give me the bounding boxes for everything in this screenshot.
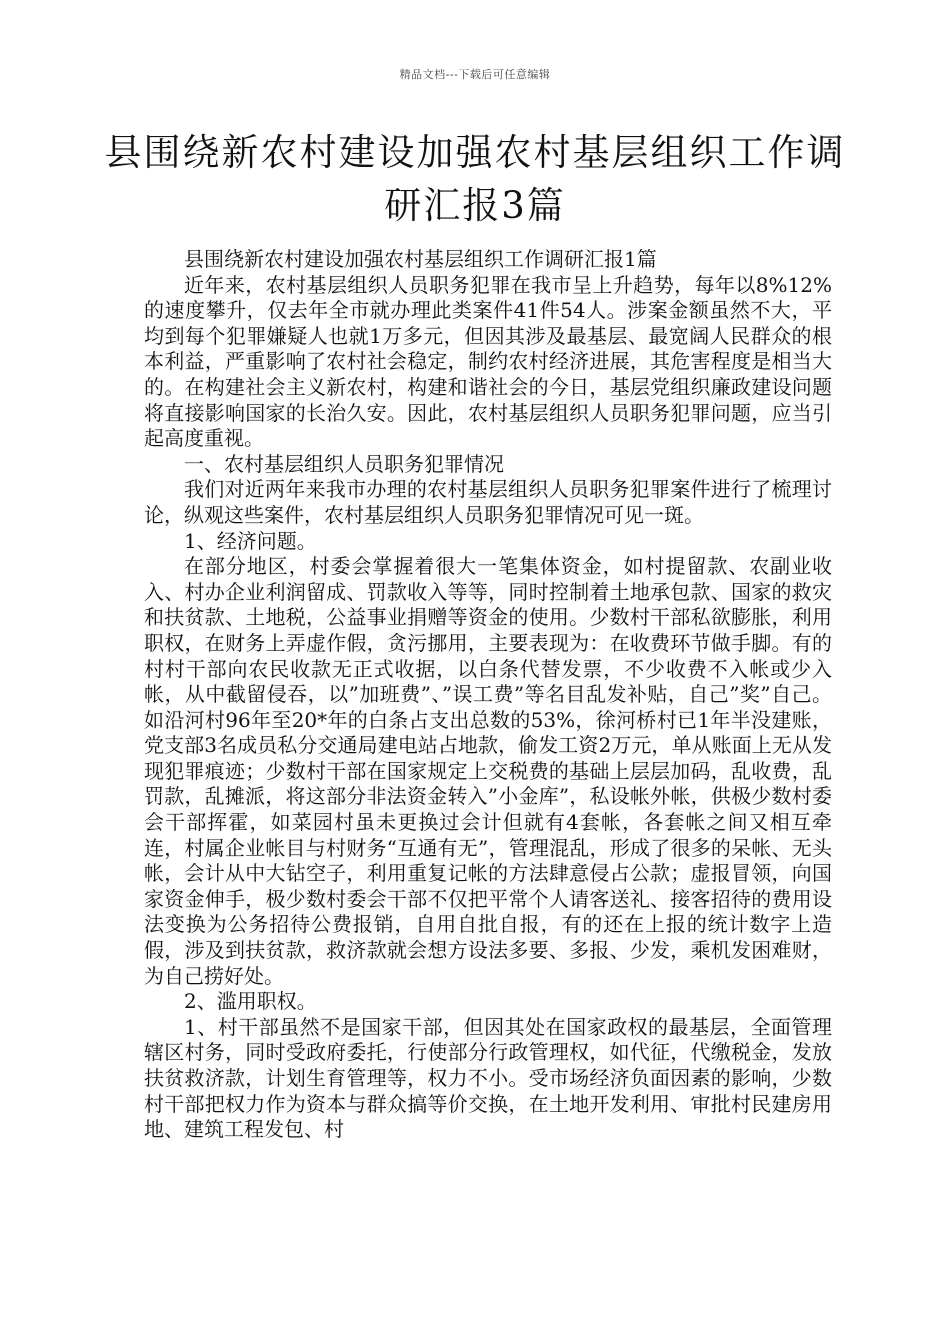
body-paragraph: 1、村干部虽然不是国家干部，但因其处在国家政权的最基层，全面管理辖区村务，同时受政府委托，行使部分行政管理权，如代征，代缴税金，发放扶贫救济款，计划生育管理等，权力不小。受市场经济负面因素的影响，少数村干部把权力作为资本与群众搞等价交换，在土地开发利用、审批村民建房用地、建筑工程发包、村	[144, 1014, 832, 1142]
body-paragraph: 在部分地区，村委会掌握着很大一笔集体资金，如村提留款、农副业收入、村办企业利润留成、罚款收入等等，同时控制着土地承包款、国家的救灾和扶贫款、土地税，公益事业捐赠等资金的使用。少数村干部私欲膨胀，利用职权，在财务上弄虚作假，贪污挪用，主要表现为：在收费环节做手脚。有的村村干部向农民收款无正式收据，以白条代替发票，不少收费不入帐或少入帐，从中截留侵吞，以”加班费”、”误工费”等名目乱发补贴，自己”奖”自己。如沿河村96年至20*年的白条占支出总数的53%，徐河桥村已1年半没建账，党支部3名成员私分交通局建电站占地款，偷发工资2万元，单从账面上无从发现犯罪痕迹；少数村干部在国家规定上交税费的基础上层层加码，乱收费，乱罚款，乱摊派，将这部分非法资金转入”小金库”，私设帐外帐，供极少数村委会干部挥霍，如菜园村虽未更换过会计但就有4套帐，各套帐之间又相互牵连，村属企业帐目与村财务“互通有无”，管理混乱，形成了很多的呆帐、无头帐，会计从中大钻空子，利用重复记帐的方法肆意侵占公款；虚报冒领，向国家资金伸手，极少数村委会干部不仅把平常个人请客送礼、接客招待的费用设法变换为公务招待公费报销，自用自批自报，有的还在上报的统计数字上造假，涉及到扶贫款，救济款就会想方设法多要、多报、少发，乘机发困难财，为自己捞好处。	[144, 554, 832, 988]
body-paragraph: 我们对近两年来我市办理的农村基层组织人员职务犯罪案件进行了梳理讨论，纵观这些案件，农村基层组织人员职务犯罪情况可见一斑。	[144, 477, 832, 527]
section-heading: 一、农村基层组织人员职务犯罪情况	[184, 451, 504, 476]
header-note: 精品文档---下载后可任意编辑	[399, 68, 551, 81]
document-title: 县围绕新农村建设加强农村基层组织工作调研汇报3篇	[104, 131, 846, 227]
document-body	[144, 247, 832, 1143]
subsection-heading: 1、经济问题。	[184, 528, 317, 553]
intro-paragraph: 近年来，农村基层组织人员职务犯罪在我市呈上升趋势，每年以8%12%的速度攀升，仅去年全市就办理此类案件41件54人。涉案金额虽然不大，平均到每个犯罪嫌疑人也就1万多元，但因其涉及最基层、最宽阔人民群众的根本利益，严重影响了农村社会稳定，制约农村经济进展，其危害程度是相当大的。在构建社会主义新农村，构建和谐社会的今日，基层党组织廉政建设问题将直接影响国家的长治久安。因此，农村基层组织人员职务犯罪问题，应当引起高度重视。	[144, 272, 832, 451]
subsection-heading: 2、滥用职权。	[184, 989, 317, 1014]
subtitle-paragraph: 县围绕新农村建设加强农村基层组织工作调研汇报1篇	[184, 247, 657, 271]
